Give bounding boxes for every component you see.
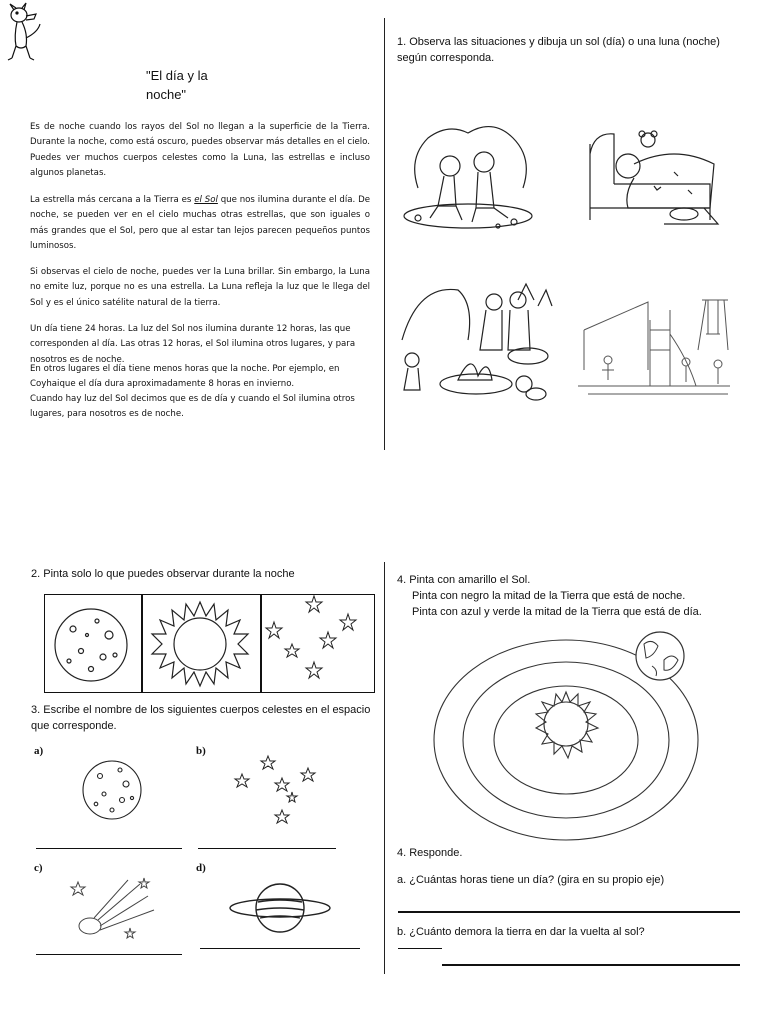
dog-mascot-icon <box>4 2 46 64</box>
label-d: d) <box>196 862 206 874</box>
answer-line-d[interactable] <box>200 948 360 949</box>
stars-icon[interactable] <box>262 594 374 690</box>
column-divider-bottom <box>384 562 385 974</box>
comet-icon <box>70 876 156 942</box>
question-2: 2. Pinta solo lo que puedes observar durante la noche <box>31 568 295 580</box>
sun-icon[interactable] <box>150 596 250 692</box>
question-4-line-3: Pinta con azul y verde la mitad de la Tierra que está de día. <box>412 606 702 618</box>
playground-illustration <box>578 290 730 402</box>
family-campfire-illustration <box>398 280 552 404</box>
question-4-line-1: 4. Pinta con amarillo el Sol. <box>397 574 531 586</box>
question-5-a: a. ¿Cuántas horas tiene un día? (gira en su propio eje) <box>397 874 665 886</box>
paragraph-5: En otros lugares el día tiene menos horas que la noche. Por ejemplo, en Coyhaique el día dura aproximadamente 8 horas en invierno. <box>30 364 340 390</box>
solar-orbit-diagram <box>432 630 702 842</box>
question-1: 1. Observa las situaciones y dibuja un sol (día) o una luna (noche) según corresponda. <box>397 36 720 64</box>
question-3: 3. Escribe el nombre de los siguientes cuerpos celestes en el espacio que corresponde. <box>31 704 371 732</box>
earth-icon <box>636 632 684 680</box>
table-divider-1 <box>141 594 143 693</box>
paragraph-1: Es de noche cuando los rayos del Sol no llegan a la superficie de la Tierra. Durante la noche, como está oscuro, puedes observar más detalles en el cielo. Puedes ver muchos cuerpos celestes como la Luna, las estrellas e incluso algunos planetas. <box>30 122 370 179</box>
paragraph-2: La estrella más cercana a la Tierra es el Sol que nos ilumina durante el día. De noche, se pueden ver en el cielo muchas otras estrellas, que son iguales o más grandes que el Sol, pero que al estar tan lejos parecen pequeños puntos luminosos. <box>30 195 371 252</box>
moon-icon[interactable] <box>51 605 131 685</box>
page-title: "El día y la noche" <box>146 68 208 102</box>
paragraph-6: Cuando hay luz del Sol decimos que es de día y cuando el Sol ilumina otros lugares, para nosotros es de noche. <box>30 394 355 420</box>
moon-small-icon <box>80 758 144 822</box>
answer-line-5b[interactable] <box>442 964 740 966</box>
label-c: c) <box>34 862 43 874</box>
kids-camping-illustration <box>398 118 538 230</box>
paragraph-3: Si observas el cielo de noche, puedes ver la Luna brillar. Sin embargo, la Luna no emite luz, porque no es una estrella. La Luna refleja la luz que le llega del Sol y es el único satélite natural de la tierra. <box>30 267 370 308</box>
saturn-icon <box>228 878 332 938</box>
label-b: b) <box>196 745 206 757</box>
question-4-line-2: Pinta con negro la mitad de la Tierra que está de noche. <box>412 590 686 602</box>
answer-line-5a[interactable] <box>398 911 740 913</box>
star-constellation-icon <box>232 752 322 824</box>
answer-line-a[interactable] <box>36 848 182 849</box>
label-a: a) <box>34 745 44 757</box>
answer-line-c[interactable] <box>36 954 182 955</box>
answer-line-5b-short[interactable] <box>398 948 442 949</box>
question-5-b: b. ¿Cuánto demora la tierra en dar la vuelta al sol? <box>397 926 645 938</box>
answer-line-b[interactable] <box>198 848 336 849</box>
paragraph-4: Un día tiene 24 horas. La luz del Sol nos ilumina durante 12 horas, las que corresponden al día. Las otras 12 horas, el Sol ilumina otros lugares, y para nosotros es de noche. <box>30 324 356 365</box>
column-divider-top <box>384 18 385 450</box>
child-sleeping-illustration <box>584 124 720 224</box>
question-5-heading: 4. Responde. <box>397 847 463 859</box>
